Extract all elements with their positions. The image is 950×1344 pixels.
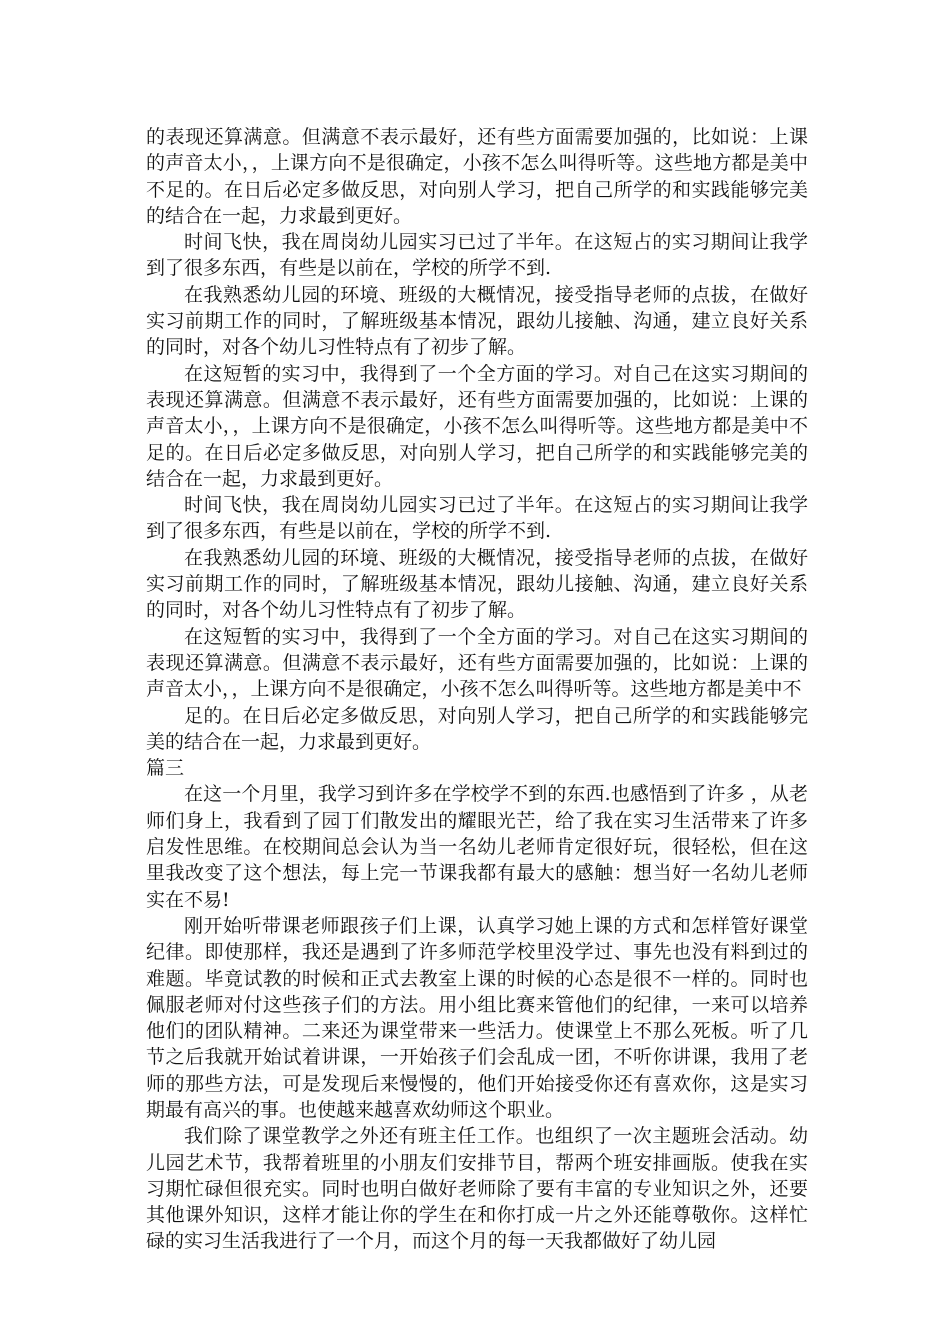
paragraph-7: 在这短暂的实习中，我得到了一个全方面的学习。对自己在这实习期间的表现还算满意。但满意不表示最好，还有些方面需要加强的，比如说：上课的声音太小，，上课方向不是很确定，小孩不怎么叫得听等。这些地方都是美中不 (146, 625, 808, 701)
section-heading: 篇三 (146, 757, 185, 780)
paragraph-6: 在我熟悉幼儿园的环境、班级的大概情况，接受指导老师的点拔，在做好实习前期工作的同时，了解班级基本情况，跟幼儿接触、沟通，建立良好关系的同时，对各个幼儿习性特点有了初步了解。 (146, 546, 808, 622)
paragraph-8: 足的。在日后必定多做反思，对向别人学习，把自己所学的和实践能够完美的结合在一起，力求最到更好。 (146, 704, 808, 753)
paragraph-1: 的表现还算满意。但满意不表示最好，还有些方面需要加强的，比如说：上课的声音太小，，上课方向不是很确定，小孩不怎么叫得听等。这些地方都是美中不足的。在日后必定多做反思，对向别人学习，把自己所学的和实践能够完美的结合在一起，力求最到更好。 (146, 126, 808, 227)
paragraph-4: 在这短暂的实习中，我得到了一个全方面的学习。对自己在这实习期间的表现还算满意。但满意不表示最好，还有些方面需要加强的，比如说：上课的声音太小，，上课方向不是很确定，小孩不怎么叫得听等。这些地方都是美中不足的。在日后必定多做反思，对向别人学习，把自己所学的和实践能够完美的结合在一起，力求最到更好。 (146, 362, 808, 490)
paragraph-9: 在这一个月里，我学习到许多在学校学不到的东西.也感悟到了许多 ，从老师们身上，我看到了园丁们散发出的耀眼光芒，给了我在实习生活带来了许多启发性思维。在校期间总会认为当一名幼儿老师肯定很好玩，很轻松，但在这里我改变了这个想法，每上完一节课我都有最大的感触：想当好一名幼儿老师实在不易! (146, 783, 808, 911)
paragraph-2: 时间飞快，我在周岗幼儿园实习已过了半年。在这短占的实习期间让我学到了很多东西，有些是以前在，学校的所学不到. (146, 231, 808, 280)
document-body (146, 124, 808, 1255)
paragraph-3: 在我熟悉幼儿园的环境、班级的大概情况，接受指导老师的点拔，在做好实习前期工作的同时，了解班级基本情况，跟幼儿接触、沟通，建立良好关系的同时，对各个幼儿习性特点有了初步了解。 (146, 283, 808, 359)
paragraph-11: 我们除了课堂教学之外还有班主任工作。也组织了一次主题班会活动。幼儿园艺术节，我帮着班里的小朋友们安排节目，帮两个班安排画版。使我在实习期忙碌但很充实。同时也明白做好老师除了要有丰富的专业知识之外，还要其他课外知识，这样才能让你的学生在和你打成一片之外还能尊敬你。这样忙碌的实习生活我进行了一个月，而这个月的每一天我都做好了幼儿园 (146, 1125, 808, 1253)
paragraph-10: 刚开始听带课老师跟孩子们上课，认真学习她上课的方式和怎样管好课堂纪律。即使那样，我还是遇到了许多师范学校里没学过、事先也没有料到过的难题。毕竟试教的时候和正式去教室上课的时候的心态是很不一样的。同时也佩服老师对付这些孩子们的方法。用小组比赛来管他们的纪律，一来可以培养他们的团队精神。二来还为课堂带来一些活力。使课堂上不那么死板。听了几节之后我就开始试着讲课，一开始孩子们会乱成一团，不听你讲课，我用了老师的那些方法，可是发现后来慢慢的，他们开始接受你还有喜欢你，这是实习期最有高兴的事。也使越来越喜欢幼师这个职业。 (146, 914, 808, 1121)
paragraph-5: 时间飞快，我在周岗幼儿园实习已过了半年。在这短占的实习期间让我学到了很多东西，有些是以前在，学校的所学不到. (146, 494, 808, 543)
